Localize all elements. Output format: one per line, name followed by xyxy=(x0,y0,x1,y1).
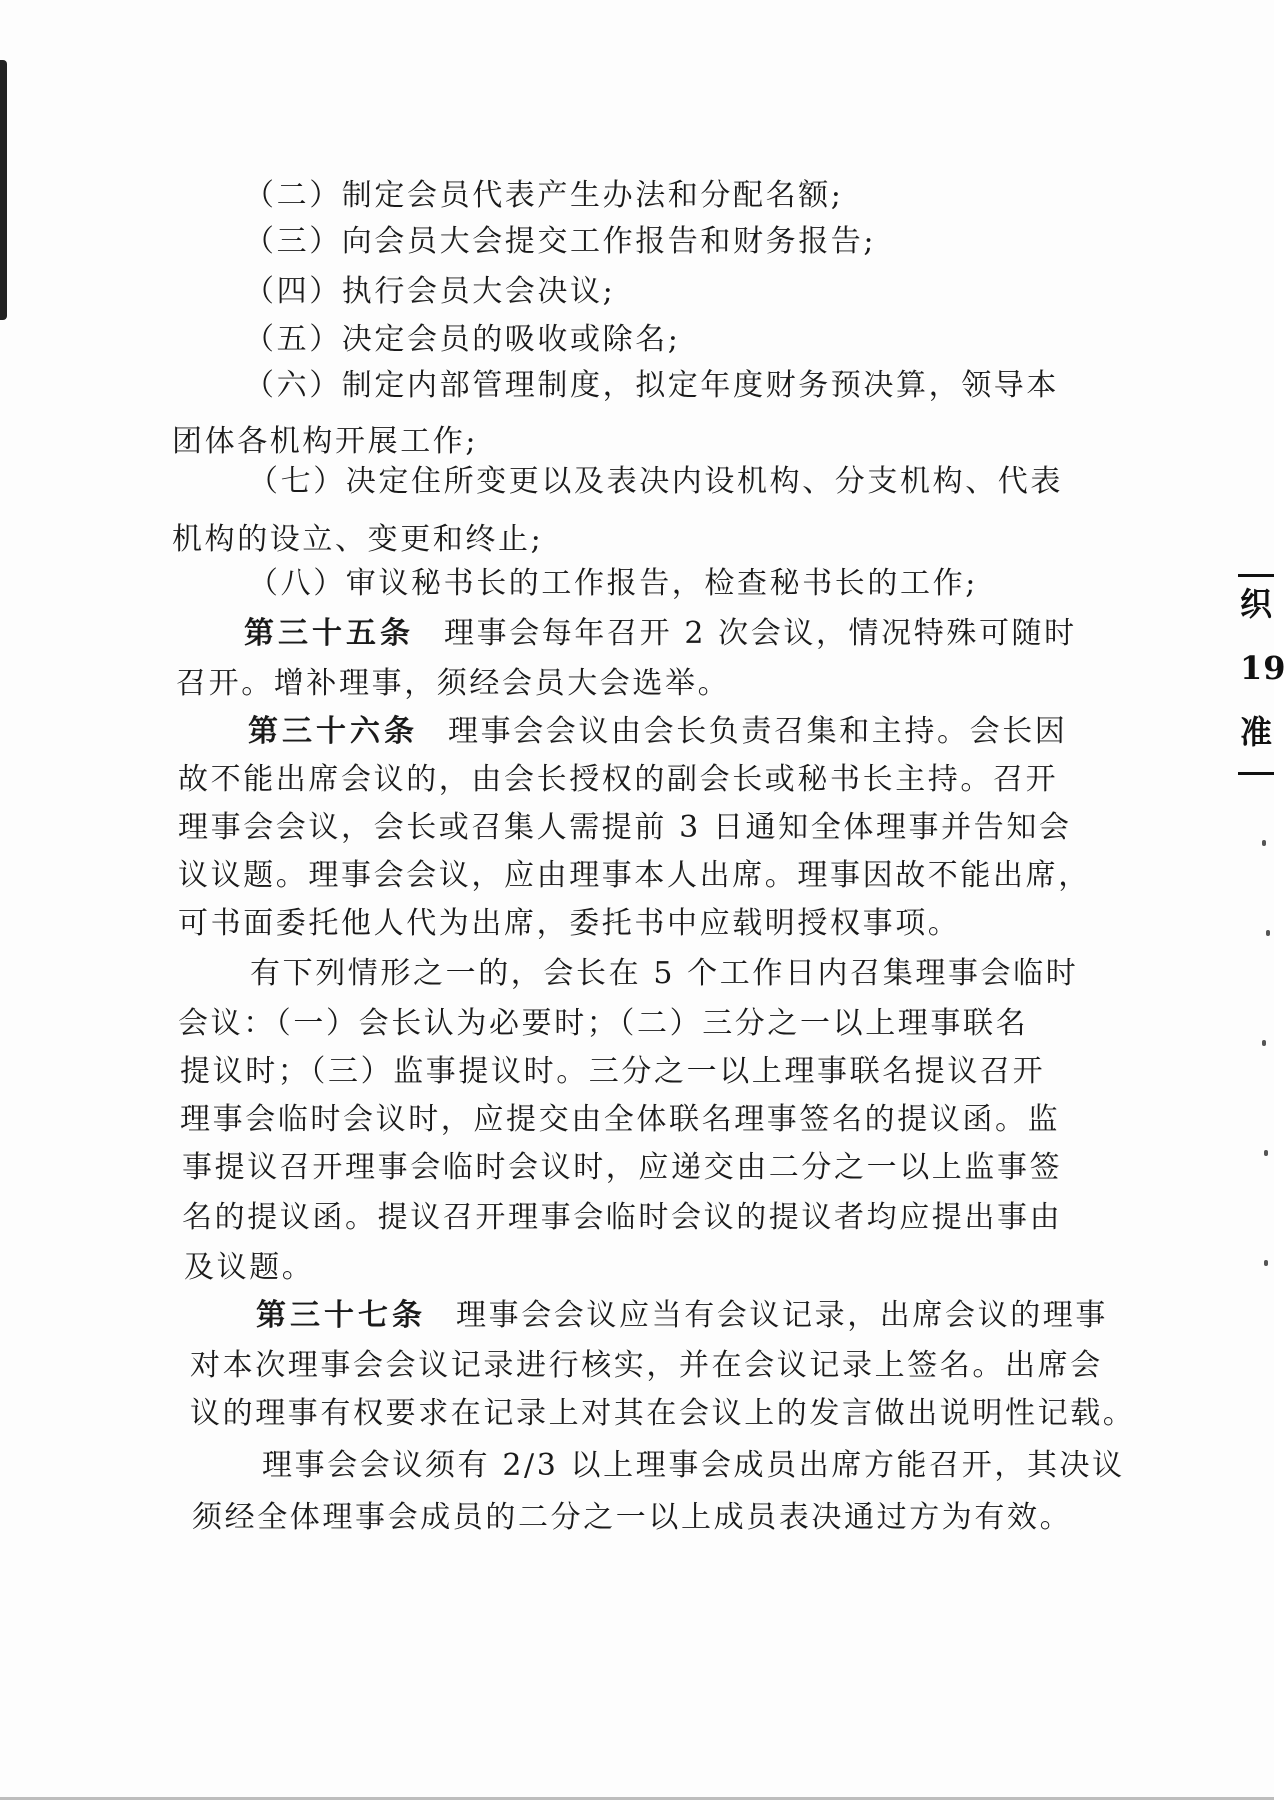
scan-edge-shadow xyxy=(0,60,7,320)
scan-speck xyxy=(1262,840,1266,846)
text-line: 机构的设立、变更和终止; xyxy=(172,522,544,557)
side-mark-2: 19 xyxy=(1240,649,1287,687)
text-line: （七）决定住所变更以及表决内设机构、分支机构、代表 xyxy=(248,464,1063,499)
text-line: 须经全体理事会成员的二分之一以上成员表决通过方为有效。 xyxy=(192,1500,1073,1535)
article-35-line-1 xyxy=(244,614,1077,654)
text-line: 议议题。理事会会议，应由理事本人出席。理事因故不能出席， xyxy=(178,858,1091,893)
text-line: 对本次理事会会议记录进行核实，并在会议记录上签名。出席会 xyxy=(190,1348,1103,1383)
text-line: （六）制定内部管理制度，拟定年度财务预决算，领导本 xyxy=(244,368,1059,403)
scan-speck xyxy=(1264,1260,1268,1266)
article-37-line-1 xyxy=(256,1296,1108,1336)
side-rule-top xyxy=(1238,574,1274,577)
article-36-text: 理事会会议由会长负责召集和主持。会长因 xyxy=(448,714,1068,749)
text-line: 议的理事有权要求在记录上对其在会议上的发言做出说明性记载。 xyxy=(190,1396,1136,1431)
text-line: （三）向会员大会提交工作报告和财务报告; xyxy=(244,224,877,259)
text-line: 及议题。 xyxy=(184,1250,315,1285)
text-line: （二）制定会员代表产生办法和分配名额; xyxy=(244,178,844,213)
scan-speck xyxy=(1264,1150,1268,1156)
scan-speck xyxy=(1266,930,1270,936)
text-line: （八）审议秘书长的工作报告，检查秘书长的工作; xyxy=(248,566,978,601)
text-line: （四）执行会员大会决议; xyxy=(244,274,616,309)
text-line: 可书面委托他人代为出席，委托书中应载明授权事项。 xyxy=(178,906,961,941)
text-line: 有下列情形之一的，会长在 5 个工作日内召集理事会临时 xyxy=(250,956,1079,991)
text-line: 事提议召开理事会临时会议时，应递交由二分之一以上监事签 xyxy=(182,1150,1063,1185)
text-line: 理事会临时会议时，应提交由全体联名理事签名的提议函。监 xyxy=(180,1102,1061,1137)
article-36-heading: 第三十六条 xyxy=(248,714,418,749)
side-mark-3: 准 xyxy=(1240,713,1273,751)
article-37-heading: 第三十七条 xyxy=(256,1298,426,1333)
article-35-text: 理事会每年召开 2 次会议，情况特殊可随时 xyxy=(444,616,1077,651)
text-line: （五）决定会员的吸收或除名; xyxy=(244,322,681,357)
text-line: 提议时；（三）监事提议时。三分之一以上理事联名提议召开 xyxy=(180,1054,1046,1089)
scan-speck xyxy=(1262,1040,1266,1046)
text-line: 故不能出席会议的，由会长授权的副会长或秘书长主持。召开 xyxy=(178,762,1059,797)
text-line: 会议：（一）会长认为必要时；（二）三分之一以上理事联名 xyxy=(178,1006,1029,1041)
text-line: 团体各机构开展工作; xyxy=(172,424,479,459)
text-line: 理事会会议须有 2/3 以上理事会成员出席方能召开，其决议 xyxy=(262,1448,1125,1483)
text-line: 名的提议函。提议召开理事会临时会议的提议者均应提出事由 xyxy=(182,1200,1063,1235)
article-36-line-1 xyxy=(248,712,1067,752)
text-line: 召开。增补理事，须经会员大会选举。 xyxy=(176,666,731,701)
article-37-text: 理事会会议应当有会议记录，出席会议的理事 xyxy=(456,1298,1108,1333)
side-rule-bottom xyxy=(1238,772,1274,775)
article-35-heading: 第三十五条 xyxy=(244,616,414,651)
text-line: 理事会会议，会长或召集人需提前 3 日通知全体理事并告知会 xyxy=(178,810,1072,845)
side-mark-1: 织 xyxy=(1240,585,1273,623)
